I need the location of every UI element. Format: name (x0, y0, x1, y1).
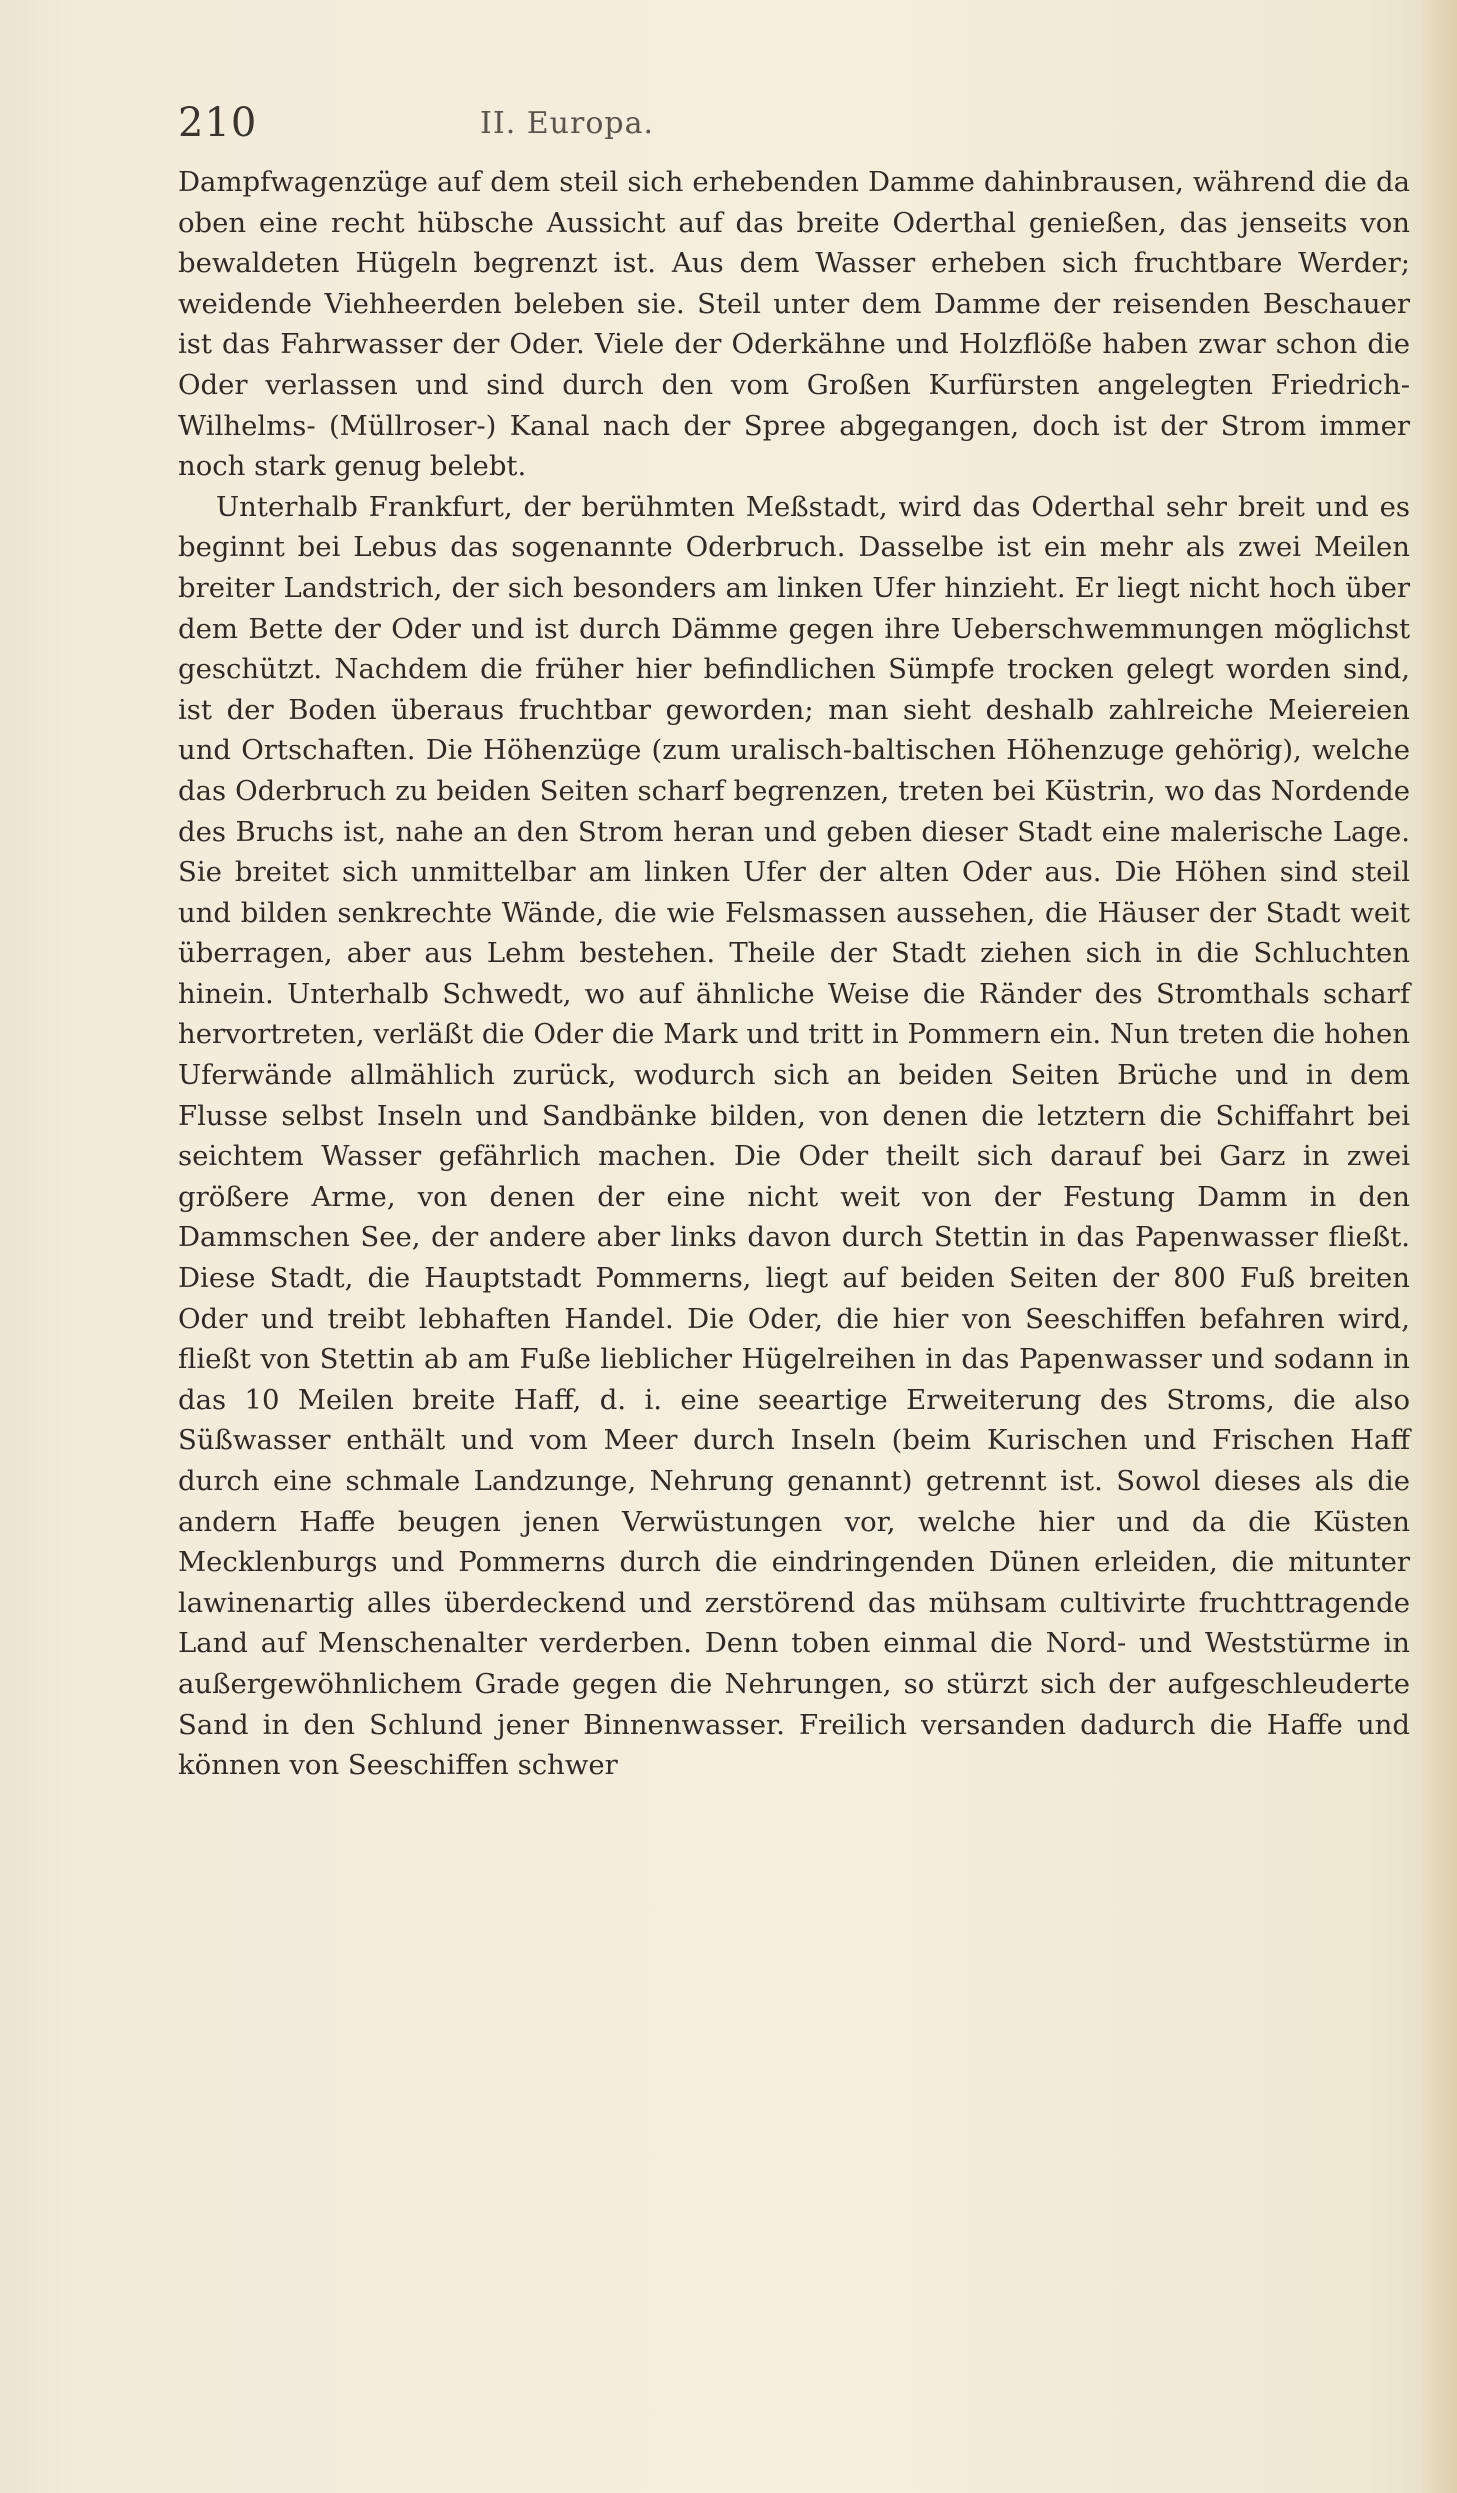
running-head: II. Europa. (480, 106, 655, 141)
page-edge-discoloration (1419, 0, 1457, 2493)
page-number: 210 (178, 100, 258, 146)
body-text (178, 162, 1410, 1786)
page-header (178, 98, 1408, 148)
paragraph-2: Unterhalb Frankfurt, der berühmten Meßstadt, wird das Oderthal sehr breit und es beginnt bei Lebus das sogenannte Oderbruch. Dasselbe ist ein mehr als zwei Meilen breiter Landstrich, der sich besonders am linken Ufer hinzieht. Er liegt nicht hoch über dem Bette der Oder und ist durch Dämme gegen ihre Ueberschwemmungen möglichst geschützt. Nachdem die früher hier befindlichen Sümpfe trocken gelegt worden sind, ist der Boden überaus fruchtbar geworden; man sieht deshalb zahlreiche Meiereien und Ortschaften. Die Höhenzüge (zum uralisch-baltischen Höhenzuge gehörig), welche das Oderbruch zu beiden Seiten scharf begrenzen, treten bei Küstrin, wo das Nordende des Bruchs ist, nahe an den Strom heran und geben dieser Stadt eine malerische Lage. Sie breitet sich unmittelbar am linken Ufer der alten Oder aus. Die Höhen sind steil und bilden senkrechte Wände, die wie Felsmassen aussehen, die Häuser der Stadt weit überragen, aber aus Lehm bestehen. Theile der Stadt ziehen sich in die Schluchten hinein. Unterhalb Schwedt, wo auf ähnliche Weise die Ränder des Stromthals scharf hervortreten, verläßt die Oder die Mark und tritt in Pommern ein. Nun treten die hohen Uferwände allmählich zurück, wodurch sich an beiden Seiten Brüche und in dem Flusse selbst Inseln und Sandbänke bilden, von denen die letztern die Schiffahrt bei seichtem Wasser gefährlich machen. Die Oder theilt sich darauf bei Garz in zwei größere Arme, von denen der eine nicht weit von der Festung Damm in den Dammschen See, der andere aber links davon durch Stettin in das Papenwasser fließt. Diese Stadt, die Hauptstadt Pommerns, liegt auf beiden Seiten der 800 Fuß breiten Oder und treibt lebhaften Handel. Die Oder, die hier von Seeschiffen befahren wird, fließt von Stettin ab am Fuße lieblicher Hügelreihen in das Papenwasser und sodann in das 10 Meilen breite Haff, d. i. eine seeartige Erweiterung des Stroms, die also Süßwasser enthält und vom Meer durch Inseln (beim Kurischen und Frischen Haff durch eine schmale Landzunge, Nehrung genannt) getrennt ist. Sowol dieses als die andern Haffe beugen jenen Verwüstungen vor, welche hier und da die Küsten Mecklenburgs und Pommerns durch die eindringenden Dünen erleiden, die mitunter lawinenartig alles überdeckend und zerstörend das mühsam cultivirte fruchttragende Land auf Menschenalter verderben. Denn toben einmal die Nord- und Weststürme in außergewöhnlichem Grade gegen die Nehrungen, so stürzt sich der aufgeschleuderte Sand in den Schlund jener Binnenwasser. Freilich versanden dadurch die Haffe und können von Seeschiffen schwer (178, 490, 1410, 1782)
paragraph-1: Dampfwagenzüge auf dem steil sich erhebenden Damme dahinbrausen, während die da oben eine recht hübsche Aussicht auf das breite Oderthal genießen, das jenseits von bewaldeten Hügeln begrenzt ist. Aus dem Wasser erheben sich fruchtbare Werder; weidende Viehheerden beleben sie. Steil unter dem Damme der reisenden Beschauer ist das Fahrwasser der Oder. Viele der Oderkähne und Holzflöße haben zwar schon die Oder verlassen und sind durch den vom Großen Kurfürsten angelegten Friedrich-Wilhelms- (Müllroser-) Kanal nach der Spree abgegangen, doch ist der Strom immer noch stark genug belebt. (178, 166, 1410, 483)
